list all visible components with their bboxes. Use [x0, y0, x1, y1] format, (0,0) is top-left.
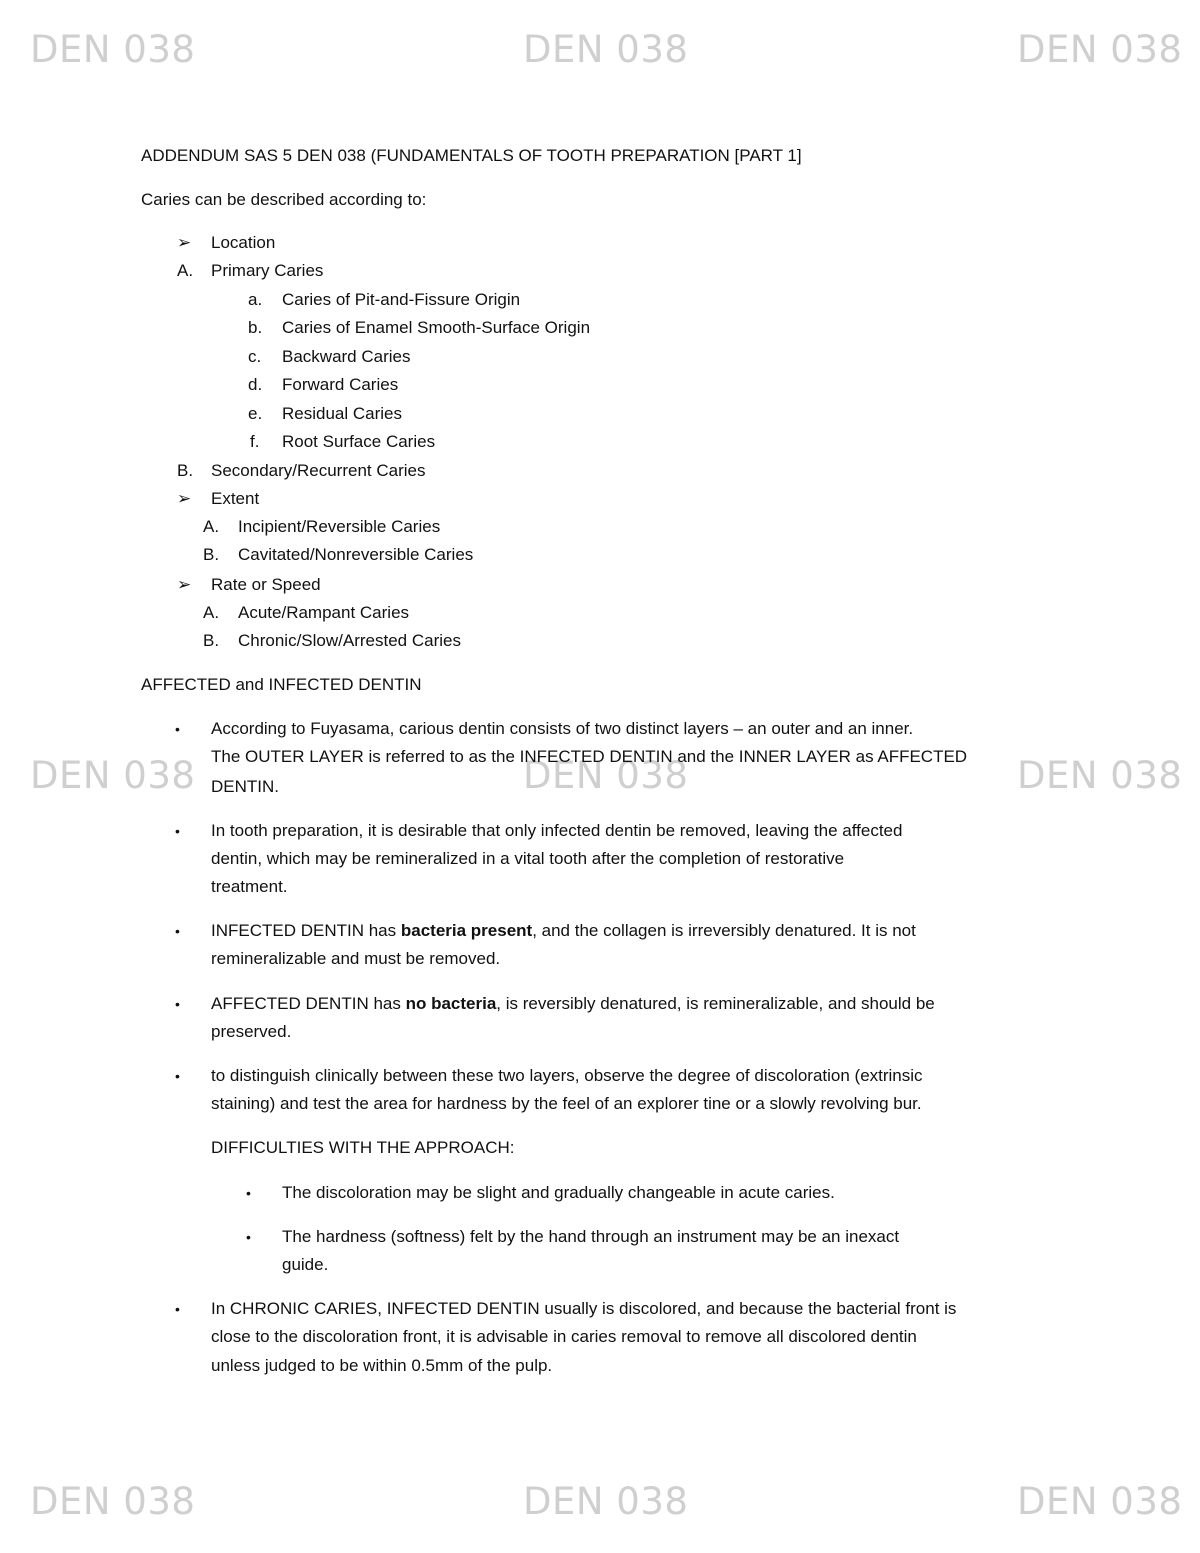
bullet-1-line-1: According to Fuyasama, carious dentin consists of two distinct layers – an outer and an inner.: [211, 719, 914, 738]
bullet-icon: •: [175, 1301, 180, 1317]
bullet-icon: •: [175, 996, 180, 1012]
watermark-bottom-right: DEN 038: [1017, 1480, 1183, 1523]
location-arrow-icon: ➢: [177, 233, 192, 252]
secondary-label: Secondary/Recurrent Caries: [211, 461, 426, 480]
bullet-3-line-2: remineralizable and must be removed.: [211, 949, 501, 968]
bullet-icon: •: [175, 823, 180, 839]
primary-item-label: Residual Caries: [282, 404, 402, 423]
bullet-icon: •: [175, 721, 180, 737]
intro-text: Caries can be described according to:: [141, 190, 427, 209]
rate-item-label: Chronic/Slow/Arrested Caries: [238, 631, 461, 650]
bullet-icon: •: [246, 1185, 251, 1201]
difficulties-heading: DIFFICULTIES WITH THE APPROACH:: [211, 1138, 515, 1157]
watermark-top-center: DEN 038: [523, 28, 689, 71]
bullet-6-line-1: In CHRONIC CARIES, INFECTED DENTIN usually is discolored, and because the bacterial front is: [211, 1299, 957, 1318]
primary-item-marker: c.: [248, 347, 262, 366]
primary-label: Primary Caries: [211, 261, 324, 280]
bullet-3-line-1: [211, 917, 916, 945]
watermark-middle-center: DEN 038: [523, 754, 689, 797]
bullet-3-text-post: , and the collagen is irreversibly denatured. It is not: [532, 921, 916, 940]
bullet-1-line-3: DENTIN.: [211, 777, 279, 796]
bullet-icon: •: [246, 1229, 251, 1245]
primary-item-label: Caries of Pit-and-Fissure Origin: [282, 290, 521, 309]
bullet-2-line-3: treatment.: [211, 877, 288, 896]
primary-item-label: Root Surface Caries: [282, 432, 436, 451]
watermark-top-right: DEN 038: [1017, 28, 1183, 71]
primary-item-label: Forward Caries: [282, 375, 399, 394]
bullet-2-line-2: dentin, which may be remineralized in a vital tooth after the completion of restorative: [211, 849, 845, 868]
primary-item-label: Caries of Enamel Smooth-Surface Origin: [282, 318, 591, 337]
rate-item-label: Acute/Rampant Caries: [238, 603, 410, 622]
watermark-middle-left: DEN 038: [30, 754, 196, 797]
extent-item-marker: A.: [203, 517, 220, 536]
primary-item-marker: d.: [248, 375, 263, 394]
extent-item-marker: B.: [203, 545, 220, 564]
bullet-4-line-2: preserved.: [211, 1022, 292, 1041]
extent-item-label: Cavitated/Nonreversible Caries: [238, 545, 474, 564]
rate-item-marker: B.: [203, 631, 220, 650]
bullet-icon: •: [175, 1068, 180, 1084]
bullet-6-line-3: unless judged to be within 0.5mm of the pulp.: [211, 1356, 553, 1375]
bullet-3-bold-text: bacteria present: [400, 921, 533, 940]
primary-marker: A.: [177, 261, 194, 280]
bullet-4-bold-text: no bacteria: [405, 994, 497, 1013]
bullet-5-line-2: staining) and test the area for hardness by the feel of an explorer tine or a slowly revolving bur.: [211, 1094, 922, 1113]
watermark-bottom-left: DEN 038: [30, 1480, 196, 1523]
extent-label: Extent: [211, 489, 260, 508]
primary-item-marker: f.: [250, 432, 260, 451]
extent-arrow-icon: ➢: [177, 489, 192, 508]
rate-label: Rate or Speed: [211, 575, 321, 594]
watermark-middle-right: DEN 038: [1017, 754, 1183, 797]
difficulty-2-line-1: The hardness (softness) felt by the hand through an instrument may be an inexact: [282, 1227, 900, 1246]
difficulty-2-line-2: guide.: [282, 1255, 329, 1274]
rate-item-marker: A.: [203, 603, 220, 622]
extent-item-label: Incipient/Reversible Caries: [238, 517, 441, 536]
bullet-5-line-1: to distinguish clinically between these two layers, observe the degree of discoloration (extrinsic: [211, 1066, 923, 1085]
secondary-marker: B.: [177, 461, 194, 480]
primary-item-marker: b.: [248, 318, 263, 337]
bullet-6-line-2: close to the discoloration front, it is advisable in caries removal to remove all discolored dentin: [211, 1327, 917, 1346]
bullet-icon: •: [175, 923, 180, 939]
primary-item-label: Backward Caries: [282, 347, 411, 366]
bullet-3-text-pre: INFECTED DENTIN has: [211, 921, 401, 940]
bullet-4-text-post: , is reversibly denatured, is remineralizable, and should be: [496, 994, 935, 1013]
bullet-4-line-1: [211, 990, 935, 1018]
watermark-top-left: DEN 038: [30, 28, 196, 71]
affected-infected-heading: AFFECTED and INFECTED DENTIN: [141, 675, 422, 694]
rate-arrow-icon: ➢: [177, 575, 192, 594]
primary-item-marker: e.: [248, 404, 263, 423]
difficulty-1: The discoloration may be slight and gradually changeable in acute caries.: [282, 1183, 835, 1202]
watermark-bottom-center: DEN 038: [523, 1480, 689, 1523]
bullet-2-line-1: In tooth preparation, it is desirable that only infected dentin be removed, leaving the affected: [211, 821, 903, 840]
bullet-4-text-pre: AFFECTED DENTIN has: [211, 994, 406, 1013]
location-label: Location: [211, 233, 276, 252]
bullet-1-line-2: The OUTER LAYER is referred to as the INFECTED DENTIN and the INNER LAYER as AFFECTED: [211, 747, 968, 766]
document-title: ADDENDUM SAS 5 DEN 038 (FUNDAMENTALS OF TOOTH PREPARATION [PART 1]: [141, 146, 802, 165]
primary-item-marker: a.: [248, 290, 263, 309]
